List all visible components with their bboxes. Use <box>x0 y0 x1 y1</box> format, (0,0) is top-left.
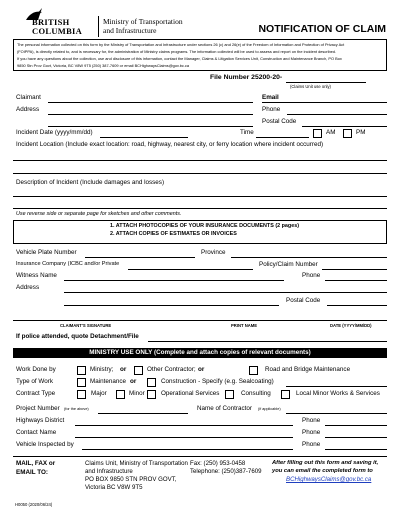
district-phone-label: Phone <box>302 417 321 424</box>
incident-location-field-2[interactable] <box>13 173 387 174</box>
pm-checkbox[interactable] <box>343 129 352 138</box>
email-instruction-line: After filling out this form and saving it, <box>272 460 379 466</box>
logo-text-british: BRITISH <box>32 17 70 27</box>
form-code: H0050 (2020/06/24) <box>15 502 53 507</box>
ministry-checkbox[interactable] <box>77 366 86 375</box>
email-instruction-line: you can email the completed form to <box>272 468 373 474</box>
province-label: Province <box>201 249 226 256</box>
address-label: Address <box>16 106 40 113</box>
contractor-name-field[interactable] <box>286 413 387 414</box>
claimant-postal-label: Postal Code <box>262 118 297 125</box>
ministry-name-line1: Ministry of Transportation <box>103 17 183 26</box>
privacy-notice-line: The personal information collected on this form by the Ministry of Transportation and Infrastructure under sections 26 (c) and 26(e) of the Freedom of Information and Protection of Privacy Act <box>17 42 345 47</box>
insurance-company-field[interactable] <box>128 269 253 270</box>
or-label: or <box>120 366 127 373</box>
file-number-note: (Claims Unit use only) <box>290 84 331 89</box>
minor-label: Minor <box>129 390 145 397</box>
contract-type-label: Contract Type <box>16 390 56 397</box>
maintenance-label: Maintenance <box>90 378 127 385</box>
contact-name-field[interactable] <box>75 437 293 438</box>
project-number-note: (for the above) <box>64 407 89 411</box>
district-phone-field[interactable] <box>325 425 387 426</box>
witness-address-field-2[interactable] <box>64 305 279 306</box>
or-label: or <box>130 378 137 385</box>
witness-name-label: Witness Name <box>16 272 57 279</box>
vehicle-plate-field[interactable] <box>85 257 195 258</box>
police-detachment-field[interactable] <box>148 341 387 342</box>
logo-text-columbia: COLUMBIA <box>32 26 83 36</box>
mail-fax-label: MAIL, FAX or <box>16 460 56 467</box>
ministry-name-line2: and Infrastructure <box>103 26 157 35</box>
time-label: Time <box>240 129 254 136</box>
vehicle-plate-label: Vehicle Plate Number <box>16 249 77 256</box>
incident-date-field[interactable] <box>100 137 188 138</box>
inspector-phone-label: Phone <box>302 441 321 448</box>
highways-district-label: Highways District <box>16 417 65 424</box>
construction-checkbox[interactable] <box>147 378 156 387</box>
consulting-label: Consulting <box>241 390 271 397</box>
work-done-by-label: Work Done by <box>16 366 56 373</box>
or-label: or <box>198 366 205 373</box>
minor-checkbox[interactable] <box>116 390 125 399</box>
mail-address-line: Claims Unit, Ministry of Transportation <box>85 460 188 467</box>
witness-phone-label: Phone <box>302 272 321 279</box>
file-number-field[interactable] <box>286 82 366 83</box>
description-label: Description of Incident (Include damages and losses) <box>16 179 165 186</box>
witness-address-label: Address <box>16 284 40 291</box>
email-field[interactable] <box>262 102 387 103</box>
print-name-label: PRINT NAME <box>231 323 258 328</box>
incident-date-label: Incident Date (yyyy/mm/dd) <box>16 129 93 136</box>
construction-specify-field[interactable] <box>286 386 387 387</box>
police-detachment-label: If police attended, quote Detachment/File <box>16 333 139 340</box>
pm-label: PM <box>356 129 366 136</box>
claimant-postal-field[interactable] <box>302 126 387 127</box>
telephone-number: Telephone: (250)387-7609 <box>190 468 262 475</box>
operational-services-label: Operational Services <box>161 390 220 397</box>
mail-address-line: Victoria BC V8W 9T5 <box>85 484 143 491</box>
highways-district-field[interactable] <box>75 425 293 426</box>
email-to-label: EMAIL TO: <box>16 469 48 476</box>
claimant-label: Claimant <box>16 94 41 101</box>
witness-postal-field[interactable] <box>327 305 387 306</box>
attach-item-1: 1. ATTACH PHOTOCOPIES OF YOUR INSURANCE DOCUMENTS (2 pages) <box>110 223 299 229</box>
contact-phone-field[interactable] <box>325 437 387 438</box>
ministry-use-banner-text: MINISTRY USE ONLY (Complete and attach copies of relevant documents) <box>89 349 311 356</box>
vehicle-inspected-label: Vehicle Inspected by <box>16 441 74 448</box>
other-contractor-checkbox[interactable] <box>134 366 143 375</box>
signature-field[interactable] <box>13 320 387 321</box>
project-number-field[interactable] <box>98 413 188 414</box>
privacy-notice-box <box>13 39 387 71</box>
am-checkbox[interactable] <box>313 129 322 138</box>
address-field-2[interactable] <box>48 126 253 127</box>
form-title: NOTIFICATION OF CLAIM <box>258 23 386 35</box>
ministry-option-label: Ministry; <box>90 366 114 373</box>
construction-label: Construction - Specify (e.g. Sealcoating) <box>161 378 274 385</box>
province-field[interactable] <box>231 257 387 258</box>
claimant-phone-label: Phone <box>262 106 281 113</box>
contact-name-label: Contact Name <box>16 429 57 436</box>
policy-number-label: Policy/Claim Number <box>259 261 318 268</box>
description-field-2[interactable] <box>13 208 387 209</box>
time-field[interactable] <box>256 137 309 138</box>
signature-date-label: DATE (YYYY/MM/DD) <box>330 323 372 328</box>
witness-address-field-1[interactable] <box>64 292 387 293</box>
file-number-label: File Number 25200-20- <box>210 74 283 81</box>
mail-address-line: and Infrastructure <box>85 468 133 475</box>
privacy-notice-line: If you have any questions about the collection, use and disclosure of this information, contact the Manager, Claims & Litigation Services Unit, Construction and Maintenance Branch, PO Box <box>17 56 342 61</box>
witness-name-field[interactable] <box>64 280 284 281</box>
project-number-label: Project Number <box>16 405 60 412</box>
type-of-work-label: Type of Work <box>16 378 53 385</box>
policy-number-field[interactable] <box>322 269 387 270</box>
attach-item-2: 2. ATTACH COPIES OF ESTIMATES OR INVOICES <box>110 231 237 237</box>
claims-email-link[interactable]: BCHighwaysClaims@gov.bc.ca <box>286 476 372 483</box>
reverse-side-note: Use reverse side or separate page for sketches and other comments. <box>16 211 182 217</box>
road-bridge-label: Road and Bridge Maintenance <box>265 366 351 373</box>
privacy-notice-line: (FOIPPA), is directly related to, and is necessary for, the administration of Ministry claims programs. The information collected will be used to assess and report on the incident described. <box>17 49 337 54</box>
witness-postal-label: Postal Code <box>286 297 321 304</box>
insurance-company-label: Insurance Company (ICBC and/or Private <box>16 261 120 267</box>
witness-phone-field[interactable] <box>325 280 387 281</box>
mail-section-divider <box>13 456 387 457</box>
am-label: AM <box>326 129 336 136</box>
contractor-name-label: Name of Contractor <box>197 405 252 412</box>
incident-location-field-1[interactable] <box>13 160 387 161</box>
major-checkbox[interactable] <box>77 390 86 399</box>
inspector-phone-field[interactable] <box>325 449 387 450</box>
other-contractor-label: Other Contractor; <box>147 366 196 373</box>
header-divider <box>98 16 99 37</box>
consulting-checkbox[interactable] <box>225 390 234 399</box>
email-label: Email <box>262 94 279 101</box>
incident-location-label: Incident Location (Include exact location: road, highway, nearest city, or ferry location where incident occurred) <box>16 141 324 148</box>
road-bridge-checkbox[interactable] <box>249 366 258 375</box>
maintenance-checkbox[interactable] <box>77 378 86 387</box>
operational-services-checkbox[interactable] <box>147 390 156 399</box>
vehicle-inspected-field[interactable] <box>82 449 293 450</box>
claimant-field[interactable] <box>48 102 253 103</box>
mail-address-line: PO BOX 9850 STN PROV GOVT, <box>85 476 177 483</box>
fax-number: Fax: (250) 953-0458 <box>190 460 246 467</box>
local-minor-works-checkbox[interactable] <box>281 390 290 399</box>
claimant-signature-label: CLAIMANT'S SIGNATURE <box>60 323 112 328</box>
privacy-notice-line: 9850 Stn Prov Govt, Victoria, BC V8W 9T5 (250) 387-7609 or email BCHighwaysClaims@gov.bc.ca <box>17 63 190 68</box>
major-label: Major <box>91 390 107 397</box>
address-field-1[interactable] <box>48 114 253 115</box>
local-minor-works-label: Local Minor Works & Services <box>296 390 380 397</box>
contact-phone-label: Phone <box>302 429 321 436</box>
description-field-1[interactable] <box>13 196 387 197</box>
claimant-phone-field[interactable] <box>287 114 387 115</box>
contractor-name-note: (if applicable) <box>258 407 281 411</box>
